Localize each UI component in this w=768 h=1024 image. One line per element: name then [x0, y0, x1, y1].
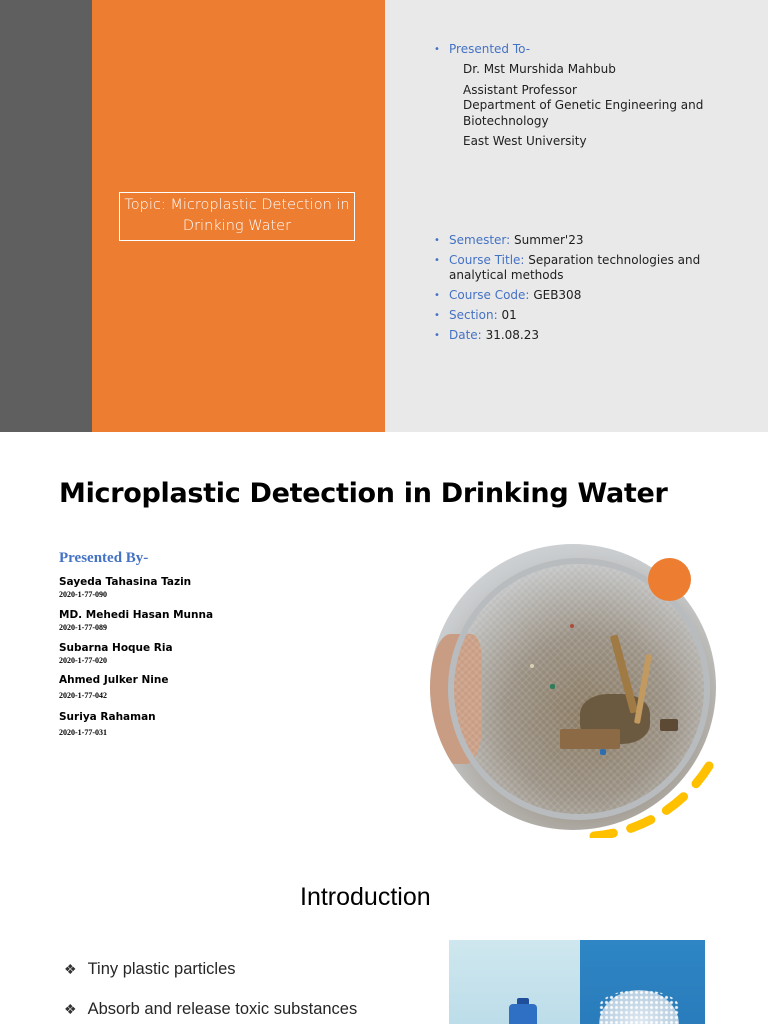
presented-to-label: Presented To-	[449, 42, 531, 56]
list-item	[59, 575, 213, 600]
list-item	[59, 608, 213, 633]
presenter-department: Department of Genetic Engineering and Biotechnology	[463, 98, 704, 128]
bullet-icon: •	[434, 290, 440, 301]
yellow-dashed-arc	[424, 536, 724, 838]
member-name: Suriya Rahaman	[59, 711, 156, 723]
diamond-bullet-icon: ❖	[64, 1001, 77, 1017]
meta-date	[434, 328, 724, 343]
introduction-title: Introduction	[300, 883, 431, 911]
intro-bullets	[64, 959, 357, 1024]
course-meta-list	[434, 233, 724, 348]
plastic-pellets-shape	[599, 990, 679, 1024]
slide-title	[0, 0, 768, 432]
presented-to-item	[434, 42, 530, 57]
list-item	[59, 710, 213, 738]
slide-presenters	[0, 432, 768, 864]
bottle-shape	[509, 1004, 537, 1024]
gray-sidebar-bar	[0, 0, 92, 432]
member-id: 2020-1-77-089	[59, 623, 107, 632]
member-list	[59, 575, 213, 746]
member-name: Ahmed Julker Nine	[59, 674, 169, 686]
slide-introduction	[0, 864, 768, 1024]
meta-course-code	[434, 288, 724, 303]
bullet-icon: •	[434, 310, 440, 321]
presented-by-label: Presented By-	[59, 550, 149, 566]
topic-box: Topic: Microplastic Detection in Drinking Water	[119, 192, 355, 241]
meta-value: Separation technologies and analytical methods	[449, 253, 701, 282]
bullet-icon: •	[434, 235, 440, 246]
meta-course-title	[434, 253, 724, 283]
member-id: 2020-1-77-020	[59, 656, 107, 665]
presented-to-details	[463, 62, 723, 150]
list-item	[59, 673, 213, 701]
presenter-name: Dr. Mst Murshida Mahbub	[463, 62, 616, 76]
diamond-bullet-icon: ❖	[64, 961, 77, 977]
presenter-university: East West University	[463, 134, 587, 148]
bullet-icon: •	[434, 44, 440, 55]
meta-value: Summer'23	[514, 233, 584, 247]
presented-to-list	[434, 42, 530, 57]
member-name: Subarna Hoque Ria	[59, 642, 173, 654]
bottle-pellets-photo	[449, 940, 705, 1024]
meta-label: Course Title:	[449, 253, 525, 267]
member-id: 2020-1-77-042	[59, 691, 107, 700]
presenter-title: Assistant Professor	[463, 82, 577, 97]
bullet-icon: •	[434, 330, 440, 341]
member-name: MD. Mehedi Hasan Munna	[59, 609, 214, 621]
member-id: 2020-1-77-031	[59, 728, 107, 737]
meta-value: 01	[501, 308, 517, 322]
meta-label: Semester:	[449, 233, 511, 247]
member-name: Sayeda Tahasina Tazin	[59, 576, 192, 588]
meta-semester	[434, 233, 724, 248]
meta-label: Course Code:	[449, 288, 530, 302]
meta-section	[434, 308, 724, 323]
meta-label: Date:	[449, 328, 482, 342]
list-item	[64, 999, 357, 1019]
slide-title-heading: Microplastic Detection in Drinking Water	[59, 478, 668, 509]
member-id: 2020-1-77-090	[59, 590, 107, 599]
meta-value: GEB308	[533, 288, 582, 302]
list-item	[64, 959, 357, 979]
bullet-text: Tiny plastic particles	[87, 960, 236, 978]
list-item	[59, 641, 213, 666]
bullet-text: Absorb and release toxic substances	[87, 1000, 358, 1018]
bullet-icon: •	[434, 255, 440, 266]
meta-label: Section:	[449, 308, 498, 322]
meta-value: 31.08.23	[485, 328, 539, 342]
